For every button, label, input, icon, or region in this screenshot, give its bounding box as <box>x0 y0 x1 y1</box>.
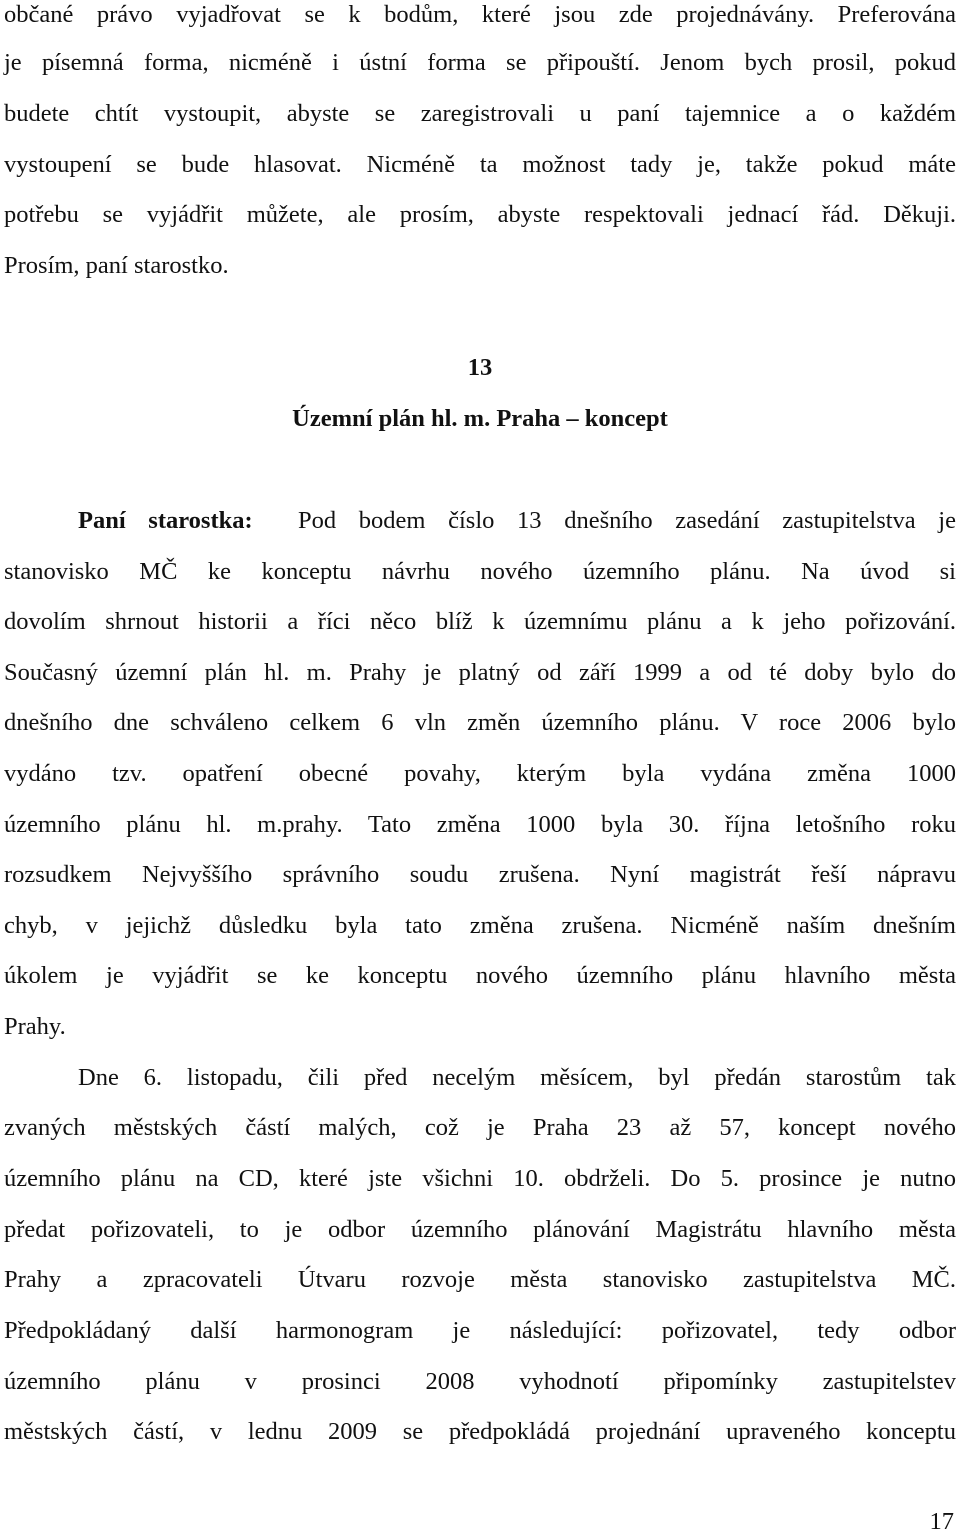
text-line: úkolem je vyjádřit se ke konceptu nového územního plánu hlavního města <box>4 962 956 989</box>
text-line: Prahy a zpracovateli Útvaru rozvoje města stanovisko zastupitelstva MČ. <box>4 1266 956 1293</box>
text-line: územního plánu hl. m.prahy. Tato změna 1000 byla 30. října letošního roku <box>4 811 956 838</box>
text-line: městských částí, v lednu 2009 se předpokládá projednání upraveného konceptu <box>4 1418 956 1445</box>
item-number: 13 <box>467 354 493 381</box>
text-line: Prosím, paní starostko. <box>4 252 229 279</box>
text-line: je písemná forma, nicméně i ústní forma se připouští. Jenom bych prosil, pokud <box>4 49 956 76</box>
text-fragment: Pod bodem číslo 13 dnešního zasedání zastupitelstva je <box>297 507 956 534</box>
page-number: 17 <box>929 1508 954 1535</box>
text-line: potřebu se vyjádřit můžete, ale prosím, abyste respektovali jednací řád. Děkuji. <box>4 201 956 228</box>
speaker-label: Paní starostka: <box>78 507 253 534</box>
item-title: Územní plán hl. m. Praha – koncept <box>292 405 668 432</box>
text-line: zvaných městských částí malých, což je Praha 23 až 57, koncept nového <box>4 1114 956 1141</box>
text-line <box>78 506 956 536</box>
text-line: stanovisko MČ ke konceptu návrhu nového územního plánu. Na úvod si <box>4 558 956 585</box>
text-line: územního plánu na CD, které jste všichni 10. obdrželi. Do 5. prosince je nutno <box>4 1165 956 1192</box>
text-line: rozsudkem Nejvyššího správního soudu zrušena. Nyní magistrát řeší nápravu <box>4 861 956 888</box>
text-line: vystoupení se bude hlasovat. Nicméně ta možnost tady je, takže pokud máte <box>4 151 956 178</box>
text-line: územního plánu v prosinci 2008 vyhodnotí připomínky zastupitelstev <box>4 1368 956 1395</box>
text-line: Prahy. <box>4 1013 66 1040</box>
text-line: Předpokládaný další harmonogram je následující: pořizovatel, tedy odbor <box>4 1317 956 1344</box>
text-line: občané právo vyjadřovat se k bodům, které jsou zde projednávány. Preferována <box>4 1 956 28</box>
text-line: dnešního dne schváleno celkem 6 vln změn územního plánu. V roce 2006 bylo <box>4 709 956 736</box>
text-line: předat pořizovateli, to je odbor územního plánování Magistrátu hlavního města <box>4 1216 956 1243</box>
text-line: dovolím shrnout historii a říci něco blíž k územnímu plánu a k jeho pořizování. <box>4 608 956 635</box>
text-line: Současný územní plán hl. m. Prahy je platný od září 1999 a od té doby bylo do <box>4 659 956 686</box>
text-line: chyb, v jejichž důsledku byla tato změna zrušena. Nicméně naším dnešním <box>4 912 956 939</box>
text-line: Dne 6. listopadu, čili před necelým měsícem, byl předán starostům tak <box>78 1064 956 1091</box>
text-line: budete chtít vystoupit, abyste se zaregistrovali u paní tajemnice a o každém <box>4 100 956 127</box>
text-line: vydáno tzv. opatření obecné povahy, kterým byla vydána změna 1000 <box>4 760 956 787</box>
